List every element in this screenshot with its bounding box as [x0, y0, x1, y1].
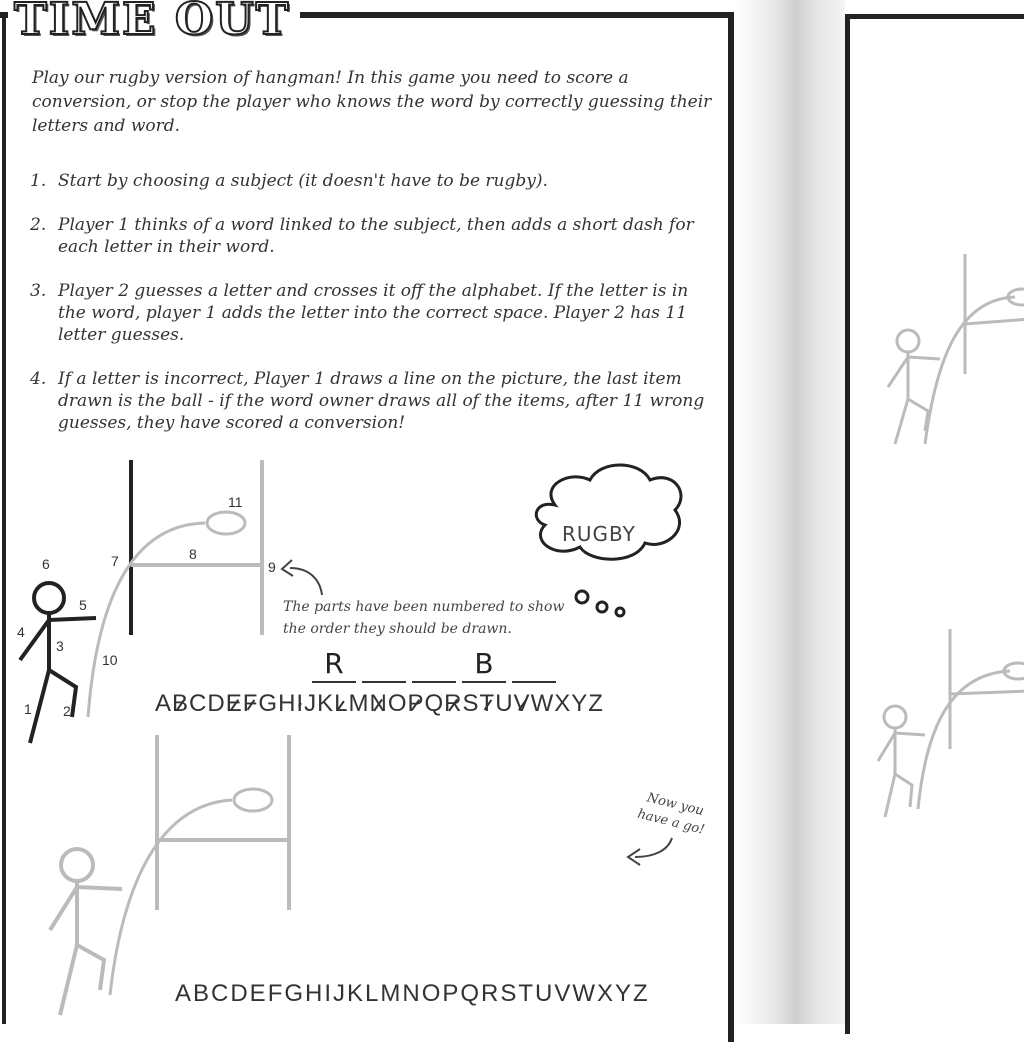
alphabet-blank: ABCDEFGHIJKLMNOPQRSTUVWXYZ [175, 980, 650, 1007]
alphabet-letter: U [495, 690, 514, 717]
alphabet-letter: N [369, 690, 388, 717]
curved-arrow-icon [290, 568, 322, 595]
now-you-arrow-icon [635, 838, 672, 857]
step-text: Start by choosing a subject (it doesn't have to be rugby). [58, 171, 548, 191]
alphabet-letter: L [334, 690, 349, 717]
step-number: 4. [30, 369, 47, 389]
step-number: 3. [30, 281, 47, 301]
part-number: 9 [268, 559, 276, 575]
step-2 [30, 214, 720, 258]
part-number: 2 [63, 703, 71, 719]
intro-text: Play our rugby version of hangman! In this game you need to score a conversion, or stop the player who knows the word by correctly guessing their letters and word. [32, 68, 712, 136]
figure-leg-left [30, 670, 49, 743]
alphabet-letter: H [278, 690, 297, 717]
now-you-text: Now you have a go! [635, 790, 707, 838]
step-text: Player 2 guesses a letter and crosses it off the alphabet. If the letter is in the word, player 1 adds the letter into the correct space. Player 2 has 11 letter guesses. [58, 281, 689, 345]
alphabet-letter: X [554, 690, 572, 717]
alphabet-letter: P [407, 690, 425, 717]
word-slot [512, 645, 556, 683]
alphabet-letter: D [207, 690, 226, 717]
part-number: 4 [17, 624, 25, 640]
ball-trajectory [88, 523, 208, 717]
step-4 [30, 368, 720, 434]
ball-trajectory-blank [110, 800, 232, 995]
alphabet-example [155, 690, 604, 718]
alphabet-letter: M [348, 690, 370, 717]
part-number: 3 [56, 638, 64, 654]
alphabet-letter: S [462, 690, 480, 717]
step-text: Player 1 thinks of a word linked to the subject, then adds a short dash for each letter in their word. [58, 215, 694, 257]
figure-head [34, 583, 64, 613]
alphabet-letter: W [530, 690, 555, 717]
step-3 [30, 280, 720, 346]
alphabet-letter: V [513, 690, 531, 717]
part-number: 1 [24, 701, 32, 717]
part-number: 7 [111, 553, 119, 569]
alphabet-letter: Z [588, 690, 604, 717]
alphabet-letter: B [172, 690, 190, 717]
part-number: 8 [189, 546, 197, 562]
order-note: The parts have been numbered to show the order they should be drawn. [283, 599, 565, 637]
word-slots [312, 645, 556, 683]
alphabet-letter: Q [424, 690, 445, 717]
right-page-drawing [850, 19, 1024, 1019]
alphabet-letter: A [155, 690, 173, 717]
alphabet-letter: E [225, 690, 243, 717]
alphabet-letter: K [317, 690, 335, 717]
word-slot: R [312, 645, 356, 683]
alphabet-letter: F [242, 690, 259, 717]
step-number: 2. [30, 215, 47, 235]
word-slot [362, 645, 406, 683]
alphabet-letter: J [304, 690, 318, 717]
alphabet-letter: O [387, 690, 408, 717]
step-number: 1. [30, 171, 47, 191]
step-1 [30, 170, 720, 192]
page-title: TIME OUT [8, 0, 300, 45]
part-number: 11 [228, 494, 243, 510]
rugby-ball [207, 512, 245, 534]
alphabet-letter: R [444, 690, 463, 717]
thought-bubble-text: RUGBY [562, 522, 636, 546]
step-text: If a letter is incorrect, Player 1 draws a line on the picture, the last item drawn is the ball - if the word owner draws all of the items, after 11 wrong guesses, they have scored a conversion! [58, 369, 705, 433]
word-slot: B [462, 645, 506, 683]
alphabet-letter: G [258, 690, 279, 717]
alphabet-letter: C [189, 690, 208, 717]
rugby-ball-blank [234, 789, 272, 811]
figure-head-blank [61, 849, 93, 881]
part-number: 6 [42, 556, 50, 572]
alphabet-letter: I [296, 690, 305, 717]
part-number: 10 [102, 652, 118, 668]
alphabet-letter: Y [571, 690, 589, 717]
right-page [845, 14, 1024, 1034]
alphabet-letter: T [479, 690, 496, 717]
instructions-list [30, 170, 720, 456]
figure-arm-right [49, 618, 96, 620]
part-number: 5 [79, 597, 87, 613]
word-slot [412, 645, 456, 683]
